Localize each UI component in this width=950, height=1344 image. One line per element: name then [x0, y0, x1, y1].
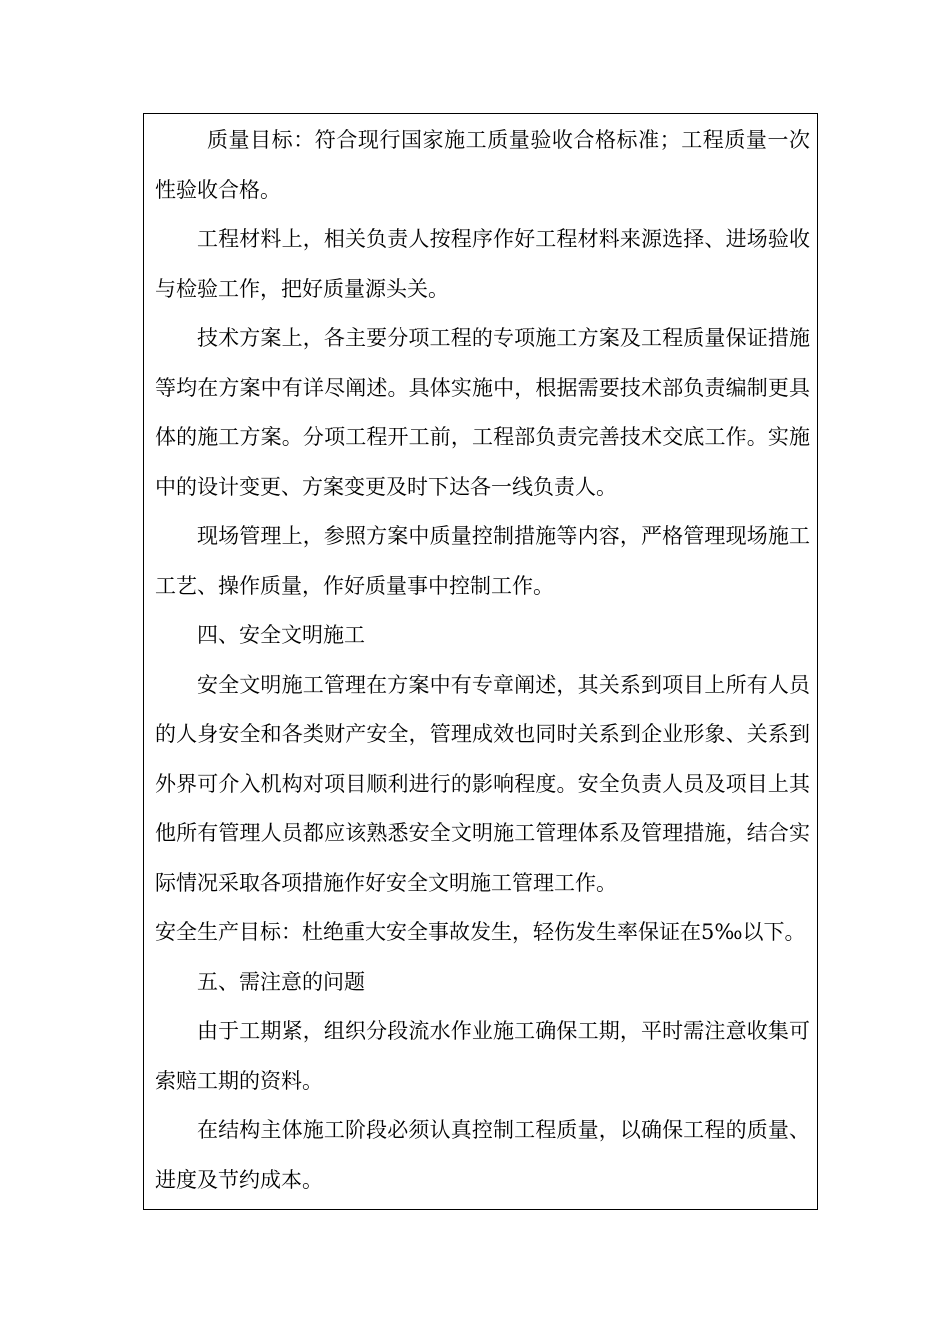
document-body: [155, 116, 810, 1205]
paragraph-structure-quality: 在结构主体施工阶段必须认真控制工程质量，以确保工程的质量、进度及节约成本。: [155, 1118, 810, 1192]
paragraph-schedule: 由于工期紧，组织分段流水作业施工确保工期，平时需注意收集可索赔工期的资料。: [155, 1019, 810, 1093]
paragraph-quality-goal: 质量目标：符合现行国家施工质量验收合格标准；工程质量一次性验收合格。: [155, 128, 810, 202]
paragraph-safety-management: 安全文明施工管理在方案中有专章阐述，其关系到项目上所有人员的人身安全和各类财产安全，管理成效也同时关系到企业形象、关系到外界可介入机构对项目顺利进行的影响程度。安全负责人员及项目上其他所有管理人员都应该熟悉安全文明施工管理体系及管理措施，结合实际情况采取各项措施作好安全文明施工管理工作。: [155, 672, 810, 895]
paragraph-materials: 工程材料上，相关负责人按程序作好工程材料来源选择、进场验收与检验工作，把好质量源头关。: [155, 227, 810, 301]
paragraph-safety-goal: 安全生产目标：杜绝重大安全事故发生，轻伤发生率保证在5‰以下。: [155, 920, 806, 944]
paragraph-site-management: 现场管理上，参照方案中质量控制措施等内容，严格管理现场施工工艺、操作质量，作好质量事中控制工作。: [155, 524, 810, 598]
section-heading-issues: 五、需注意的问题: [197, 969, 365, 994]
section-heading-safety: 四、安全文明施工: [197, 623, 365, 647]
paragraph-technical-plan: 技术方案上，各主要分项工程的专项施工方案及工程质量保证措施等均在方案中有详尽阐述。具体实施中，根据需要技术部负责编制更具体的施工方案。分项工程开工前，工程部负责完善技术交底工作。实施中的设计变更、方案变更及时下达各一线负责人。: [155, 326, 810, 499]
